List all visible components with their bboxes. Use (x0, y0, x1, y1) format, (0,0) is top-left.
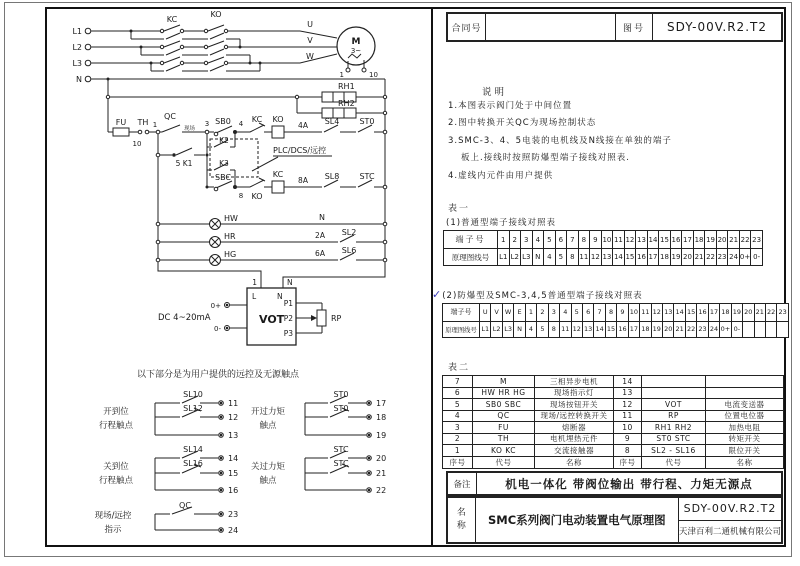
table-cell: TH (473, 434, 535, 446)
wire-8a-label: 8A (298, 176, 308, 185)
kc-nc-contact-label: KC (251, 115, 263, 124)
table-cell (743, 322, 754, 338)
wire-6a-label: 6A (315, 249, 325, 258)
table-cell: 22 (740, 231, 752, 248)
component-list-table (442, 375, 784, 469)
table-cell: 三相异步电机 (535, 376, 614, 388)
table-cell: 1 (526, 304, 537, 321)
motor-label: M (351, 37, 361, 47)
table-cell: 14 (613, 249, 625, 265)
table-cell: 7 (594, 304, 605, 321)
phase-l1-label: L1 (72, 27, 82, 36)
table-cell: 18 (694, 231, 706, 248)
table-cell: W (503, 304, 514, 321)
phase-w-label: W (306, 52, 314, 61)
note-item: 4.虚线内元件由用户提供 (448, 170, 554, 181)
table-cell: 24 (728, 249, 740, 265)
phase-u-label: U (307, 20, 313, 29)
name-label-cell (448, 498, 476, 542)
k1-contact-label: 5 K1 (175, 159, 193, 168)
table-cell: 21 (694, 249, 706, 265)
heater-rh1-label: RH1 (338, 82, 355, 91)
table-cell: V (491, 304, 502, 321)
table-cell (706, 388, 783, 400)
wire-4-label: 4 (238, 120, 244, 128)
table-cell: 13 (663, 304, 674, 321)
table-cell: 20 (717, 231, 729, 248)
phase-l3-label: L3 (72, 59, 82, 68)
table-cell: 14 (594, 322, 605, 338)
name-block (446, 496, 783, 544)
close-travel-label-2: 行程触点 (98, 476, 134, 486)
control-wiring (108, 123, 385, 288)
local-remote-label-2: 指示 (104, 525, 122, 535)
table-cell: 交流接触器 (535, 445, 614, 457)
st0-contact-b-label: ST0 (333, 404, 349, 413)
qc-user-contact-label: QC (179, 501, 191, 510)
terminal-22: 22 (376, 486, 387, 495)
sl2-switch-label: SL2 (341, 228, 357, 237)
terminal-number-cells (480, 304, 788, 321)
wire-4a-label: 4A (298, 121, 308, 130)
sl14-label: SL14 (183, 445, 203, 454)
terminal-24: 24 (228, 526, 239, 535)
wire-1-label: 1 (152, 121, 158, 129)
terminal-number-cells (498, 231, 762, 248)
table-cell: 17 (629, 322, 640, 338)
table-cell: 序号 (443, 457, 473, 469)
note-item: 2.图中转换开关QC为现场控制状态 (448, 118, 597, 129)
table-cell: 16 (636, 249, 648, 265)
st0-contact-a-label: ST0 (333, 390, 349, 399)
user-section-note: 以下部分是为用户提供的远控及无源触点 (136, 370, 300, 380)
table-cell: 8 (567, 249, 579, 265)
sbc-button-label: SBC (214, 173, 232, 182)
table-cell (766, 322, 777, 338)
close-travel-label-1: 关到位 (103, 462, 129, 472)
table-cell: 3 (443, 422, 473, 434)
table-cell: M (473, 376, 535, 388)
table-cell: 现场按钮开关 (535, 399, 614, 411)
note-item: 3.SMC-3、4、5电装的电机线及N线接在单独的端子 (448, 135, 672, 146)
table-cell: 电机埋热元件 (535, 434, 614, 446)
table-cell: 3 (549, 304, 560, 321)
table-cell: N (533, 249, 545, 265)
table-cell: 5 (443, 399, 473, 411)
table-cell: 12 (590, 249, 602, 265)
wire-10-label: 10 (132, 140, 142, 148)
table-cell: 10 (602, 231, 614, 248)
table1-label: 表一 (448, 204, 471, 214)
stc-contact-b-label: STC (333, 459, 349, 468)
company-name: 天津百利二通机械有限公司 (678, 527, 781, 538)
table-cell: L2 (510, 249, 522, 265)
table-cell: 22 (686, 322, 697, 338)
table-cell: 代号 (642, 457, 706, 469)
note-item: 1.本图表示阀门处于中间位置 (448, 101, 573, 111)
table-cell: 电流变送器 (706, 399, 783, 411)
contract-no-value (486, 14, 616, 40)
vot-p1-terminal: P1 (283, 299, 293, 308)
table-cell: 21 (728, 231, 740, 248)
table-cell: 5 (537, 322, 548, 338)
table1-caption: (1)普通型端子接线对照表 (446, 218, 557, 228)
normal-terminal-table (443, 230, 763, 266)
table-cell: 0- (732, 322, 743, 338)
table-cell: 熔断器 (535, 422, 614, 434)
table-cell: 2 (537, 304, 548, 321)
table-cell: 14 (614, 376, 642, 388)
table-cell: 18 (640, 322, 651, 338)
drawing-no-label: 图号 (616, 14, 653, 40)
table-cell: 4 (526, 322, 537, 338)
table3-label: 表二 (448, 363, 471, 373)
table-cell: 20 (743, 304, 754, 321)
terminal-16: 16 (228, 486, 239, 495)
table-cell: 8 (606, 304, 617, 321)
table-cell: 12 (652, 304, 663, 321)
terminal-13: 13 (228, 431, 239, 440)
sl4-switch-label: SL4 (324, 117, 340, 126)
vot-wire-n-label: N (287, 278, 293, 287)
terminal-15: 15 (228, 469, 239, 478)
terminal-11: 11 (228, 399, 239, 408)
table-cell: U (480, 304, 491, 321)
table-cell: 8 (549, 322, 560, 338)
drawing-title: SMC系列阀门电动装置电气原理图 (476, 498, 679, 542)
table-cell: 11 (640, 304, 651, 321)
table-cell: 23 (778, 308, 787, 317)
table-cell: 15 (686, 304, 697, 321)
table-cell: HW HR HG (473, 388, 535, 400)
thermal-label: TH (137, 118, 149, 127)
table-cell: 7 (567, 231, 579, 248)
table-cell: 12 (614, 399, 642, 411)
table-cell: 0- (753, 253, 761, 261)
table-cell: 转矩开关 (706, 434, 783, 446)
table-cell: 24 (709, 322, 720, 338)
table-cell: 19 (652, 322, 663, 338)
table-cell (642, 376, 706, 388)
terminal-14: 14 (228, 454, 239, 463)
table-cell: 12 (625, 231, 637, 248)
vot-wire-1-label: 1 (252, 278, 257, 287)
ko-contactor-label: KO (210, 10, 222, 19)
close-torque-label-1: 关过力矩 (250, 462, 286, 472)
table-cell: 23 (697, 322, 708, 338)
table-cell: 4 (533, 231, 545, 248)
check-mark-icon: ✓ (432, 288, 443, 301)
sl8-switch-label: SL8 (324, 172, 340, 181)
table-cell: 序号 (614, 457, 642, 469)
table-cell: SB0 SBC (473, 399, 535, 411)
table-cell: 位置电位器 (706, 411, 783, 423)
table-cell: 19 (732, 304, 743, 321)
table-cell: L2 (491, 322, 502, 338)
table-cell: 13 (583, 322, 594, 338)
table-cell: RP (642, 411, 706, 423)
table-cell: 加热电阻 (706, 422, 783, 434)
table-cell: 7 (443, 376, 473, 388)
motor-phase-label: 3~ (350, 47, 362, 55)
note-item: 板上.接线时按照防爆型端子接线对照表. (461, 153, 630, 164)
table-cell: 3 (521, 231, 533, 248)
table2-caption: (2)防爆型及SMC-3,4,5普通型端子接线对照表 (442, 291, 643, 301)
table-cell: 6 (583, 304, 594, 321)
sb0-button-label: SB0 (215, 117, 231, 126)
motor-terminal-10: 10 (369, 71, 378, 79)
table-cell: L1 (480, 322, 491, 338)
remark-text: 机电一体化 带阀位输出 带行程、力矩无源点 (505, 476, 753, 491)
ko-coil-label: KO (272, 115, 284, 124)
table-cell: 4 (560, 304, 571, 321)
vot-title: VOT (259, 313, 285, 326)
table-cell (706, 376, 783, 388)
stc-switch-label: STC (359, 172, 375, 181)
name-label: 名称 (456, 507, 466, 531)
table-cell: 11 (579, 249, 591, 265)
table-cell: 4 (443, 411, 473, 423)
terminal-19: 19 (376, 431, 387, 440)
table-cell: 17 (682, 231, 694, 248)
open-travel-label-1: 开到位 (103, 407, 129, 417)
table-cell: FU (473, 422, 535, 434)
drawing-number: SDY-00V.R2.T2 (679, 498, 781, 521)
table-cell: 15 (625, 249, 637, 265)
terminal-20: 20 (376, 454, 387, 463)
terminal-row-header: 端子号 (444, 231, 498, 248)
table-cell: ST0 STC (642, 434, 706, 446)
terminal-18: 18 (376, 413, 387, 422)
stc-contact-a-label: STC (333, 445, 349, 454)
wire-number-cells (498, 249, 762, 265)
table-cell: VOT (642, 399, 706, 411)
table-cell: 13 (636, 231, 648, 248)
table-cell: 名称 (535, 457, 614, 469)
table-cell: 12 (572, 322, 583, 338)
vot-terminals (225, 303, 230, 331)
table-cell: 6 (556, 231, 568, 248)
table-cell: 17 (709, 304, 720, 321)
drawing-no-value: SDY-00V.R2.T2 (667, 20, 767, 34)
table-cell: L1 (498, 249, 510, 265)
table-cell: 9 (617, 304, 628, 321)
vot-n-terminal: N (277, 292, 283, 301)
table-cell: 2 (510, 231, 522, 248)
wire-3-label: 3 (204, 120, 210, 128)
table-cell: L3 (521, 249, 533, 265)
terminal-row-header: 端子号 (443, 304, 480, 321)
table-cell: E (514, 304, 525, 321)
sl12-label: SL12 (183, 404, 203, 413)
table-cell: 5 (572, 304, 583, 321)
qc-site-label: 现场 (184, 126, 196, 132)
lamp-symbols (210, 219, 221, 266)
fuse-label: FU (115, 118, 127, 127)
dc-plus-terminal: 0+ (210, 302, 221, 310)
table-cell: 20 (663, 322, 674, 338)
table-cell: 6 (443, 388, 473, 400)
close-torque-label-2: 触点 (259, 476, 277, 486)
wire-2a-label: 2A (315, 231, 325, 240)
terminal-23: 23 (228, 510, 239, 519)
wire-8-label: 8 (238, 192, 244, 200)
kc-contactor-label: KC (166, 15, 178, 24)
table-cell (777, 322, 787, 338)
table-cell: 14 (674, 304, 685, 321)
table-cell: 11 (614, 411, 642, 423)
table-cell: 1 (443, 445, 473, 457)
ko-nc-contact-label: KO (251, 192, 263, 201)
table-cell: 22 (705, 249, 717, 265)
rp-potentiometer-label: RP (331, 314, 342, 323)
table-cell: 10 (614, 422, 642, 434)
table-cell: QC (473, 411, 535, 423)
table-cell: 21 (674, 322, 685, 338)
sl10-label: SL10 (183, 390, 203, 399)
table-cell: 13 (614, 388, 642, 400)
table-cell: 16 (697, 304, 708, 321)
table-cell: 17 (648, 249, 660, 265)
table-cell: 20 (682, 249, 694, 265)
open-torque-label-1: 开过力矩 (250, 407, 286, 417)
vot-p3-terminal: P3 (283, 329, 293, 338)
table-cell: 5 (556, 249, 568, 265)
table-cell: 19 (705, 231, 717, 248)
table-cell: 9 (614, 434, 642, 446)
schematic-labels (72, 10, 386, 535)
table-cell: 现场/远控转换开关 (535, 411, 614, 423)
table-cell: 21 (755, 304, 766, 321)
sl6-switch-label: SL6 (341, 246, 357, 255)
table-cell: 18 (720, 304, 731, 321)
table-cell: 8 (614, 445, 642, 457)
wire-row-header: 原理图线号 (443, 322, 480, 338)
terminal-12: 12 (228, 413, 239, 422)
table-cell: SL2 - SL16 (642, 445, 706, 457)
table-cell: 23 (752, 235, 762, 244)
lamp-hw-label: HW (224, 214, 238, 223)
local-remote-label-1: 现场/远控 (94, 511, 132, 521)
table-cell: 16 (671, 231, 683, 248)
table2-caption-line (432, 288, 643, 301)
table-cell: 代号 (473, 457, 535, 469)
wire-number-cells (480, 322, 788, 338)
dc-input-label: DC 4~20mA (158, 313, 211, 323)
table-cell: 15 (659, 231, 671, 248)
table-cell: 18 (659, 249, 671, 265)
lamp-hr-label: HR (224, 232, 236, 241)
table-cell: 13 (602, 249, 614, 265)
table-cell: 11 (560, 322, 571, 338)
open-travel-label-2: 行程触点 (98, 421, 134, 431)
table-cell: 22 (766, 304, 777, 321)
notes-list (448, 98, 778, 185)
table-cell (755, 322, 766, 338)
phase-v-label: V (307, 36, 313, 45)
kc-coil-label: KC (272, 170, 284, 179)
table-cell: 10 (629, 304, 640, 321)
wire-row-header: 原理图线号 (444, 249, 498, 265)
table-cell: KO KC (473, 445, 535, 457)
table-cell: 0+ (740, 249, 752, 265)
k2-contact-label: K2 (219, 136, 229, 145)
table-cell: L3 (503, 322, 514, 338)
table-cell: 19 (671, 249, 683, 265)
motor-terminal-1: 1 (339, 71, 344, 79)
table-cell: 现场指示灯 (535, 388, 614, 400)
table-cell: 4 (544, 249, 556, 265)
terminal-17: 17 (376, 399, 387, 408)
table-cell: 2 (443, 434, 473, 446)
open-torque-label-2: 触点 (259, 421, 277, 431)
table-cell: 限位开关 (706, 445, 783, 457)
k3-contact-label: K3 (219, 159, 229, 168)
table-cell: 名称 (736, 457, 753, 467)
power-wiring (91, 25, 385, 277)
phase-l2-label: L2 (72, 43, 82, 52)
table-cell: 23 (717, 249, 729, 265)
notes-title: 说明 (482, 87, 508, 98)
heater-rh2-label: RH2 (338, 99, 355, 108)
lamp-n-label: N (319, 213, 325, 222)
contract-no-label: 合同号 (448, 14, 486, 40)
terminal-21: 21 (376, 469, 387, 478)
name-right-cells (679, 498, 781, 542)
title-block (446, 12, 783, 42)
plc-dcs-label: PLC/DCS/远控 (273, 146, 327, 155)
vot-arrow (311, 315, 317, 321)
st0-switch-label: ST0 (359, 117, 375, 126)
table-cell: N (514, 322, 525, 338)
table-cell: 15 (606, 322, 617, 338)
table-cell: 5 (544, 231, 556, 248)
table-cell: RH1 RH2 (642, 422, 706, 434)
neutral-label: N (76, 75, 82, 84)
table-cell: 11 (613, 231, 625, 248)
table-cell: 8 (579, 231, 591, 248)
dc-minus-terminal: 0- (214, 325, 221, 333)
vot-l-terminal: L (252, 292, 257, 301)
explosionproof-terminal-table (442, 303, 789, 338)
lamp-hg-label: HG (224, 250, 237, 259)
table-cell: 0+ (720, 322, 731, 338)
vot-p2-terminal: P2 (283, 314, 293, 323)
table-cell: 1 (498, 231, 510, 248)
table-cell (642, 388, 706, 400)
table-cell: 14 (648, 231, 660, 248)
sl16-label: SL16 (183, 459, 203, 468)
table-cell: 16 (617, 322, 628, 338)
qc-switch-label: QC (164, 112, 176, 121)
remark-block (446, 471, 783, 496)
table-cell: 9 (590, 231, 602, 248)
remark-label: 备注 (448, 473, 477, 494)
